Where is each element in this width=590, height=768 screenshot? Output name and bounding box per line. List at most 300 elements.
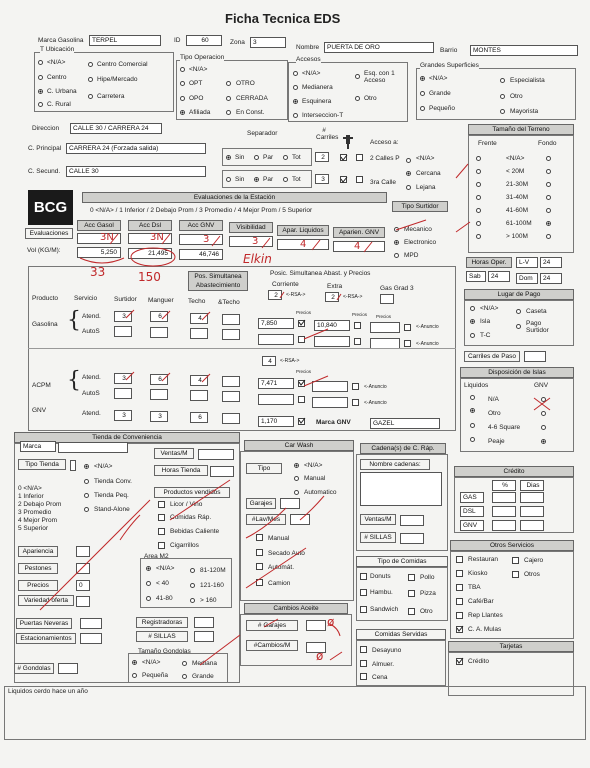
grandes-title: Grandes Superficies	[420, 62, 479, 69]
nombre-cadenas-field[interactable]	[360, 472, 442, 506]
operacion-opo-radio[interactable]	[180, 96, 185, 101]
estacionamientos-field[interactable]	[80, 633, 102, 644]
gas-techo-pct-field[interactable]	[222, 314, 240, 325]
sep1-par-radio[interactable]	[254, 155, 259, 160]
acpm-checkbox[interactable]	[298, 380, 305, 387]
frente-radio[interactable]	[476, 169, 481, 174]
nombre-cadenas-label: Nombre cadenas:	[360, 459, 430, 470]
acpm-autos-surtidor[interactable]	[114, 388, 132, 399]
calles2-checkbox-b[interactable]	[356, 154, 363, 161]
precio-acpm-b[interactable]	[312, 381, 348, 392]
barrio-field[interactable]: MONTES	[470, 45, 578, 56]
operacion-opt: OTRO	[236, 80, 255, 87]
islas-square-radio[interactable]	[470, 423, 475, 428]
pago-isla-radio[interactable]	[470, 319, 475, 324]
sab-label: Sab	[466, 271, 486, 282]
gond-mediana-radio[interactable]	[182, 661, 187, 666]
ubicacion-centro-radio[interactable]	[38, 75, 43, 80]
acceso-na-radio[interactable]	[406, 158, 411, 163]
islas-opt: N/A	[488, 396, 499, 403]
gas-autos-surtidor[interactable]	[114, 326, 132, 337]
operacion-na-radio[interactable]	[180, 67, 185, 72]
islas-na-radio[interactable]	[470, 395, 475, 400]
carwash-opt: <N/A>	[304, 462, 323, 469]
tipo-surtidor-button[interactable]: Tipo Surtidor	[392, 201, 448, 212]
credito-gnv-dias[interactable]	[520, 520, 544, 531]
cw-automat-checkbox[interactable]	[256, 563, 263, 570]
gond-grande-radio[interactable]	[182, 674, 187, 679]
tba-checkbox[interactable]	[456, 584, 463, 591]
islas-gnv-na-radio[interactable]	[541, 397, 546, 402]
otros-checkbox[interactable]	[512, 571, 519, 578]
gasgrad-checkbox-2[interactable]	[404, 340, 411, 347]
operacion-otro-radio[interactable]	[226, 81, 231, 86]
carwash-auto-radio[interactable]	[294, 490, 299, 495]
accesos-esquinera-radio[interactable]	[293, 99, 298, 104]
surtidor-electronico-radio[interactable]	[394, 240, 399, 245]
accesos-interseccion-radio[interactable]	[293, 113, 298, 118]
credito-checkbox[interactable]	[456, 658, 463, 665]
vol-gasol[interactable]: 5,250	[77, 247, 121, 258]
sillas-tienda-field[interactable]	[194, 631, 214, 642]
operacion-const-radio[interactable]	[226, 110, 231, 115]
pago-caseta-radio[interactable]	[516, 309, 521, 314]
garajes2-field[interactable]	[306, 620, 326, 631]
pago-opt: Caseta	[526, 308, 547, 315]
anuncio-label: <-Anuncio	[416, 341, 439, 347]
horas-lv-field[interactable]: 24	[540, 257, 562, 268]
ubicacion-cc-radio[interactable]	[88, 62, 93, 67]
gas-autos-techo[interactable]	[190, 328, 208, 339]
tienda-scale: 4 Mejor Prom	[18, 517, 58, 524]
sab-field[interactable]: 24	[488, 271, 510, 282]
acceso-lejana-radio[interactable]	[406, 185, 411, 190]
tipo-operacion-title: Tipo Operacion	[180, 54, 225, 61]
tarjetas-header: Tarjetas	[448, 641, 574, 652]
extra-checkbox-2[interactable]	[354, 338, 361, 345]
vol-label: Vol (KG/M):	[27, 247, 61, 254]
tienda-peq-radio[interactable]	[84, 493, 89, 498]
tienda-scale: 2 Debajo Prom	[18, 501, 62, 508]
islas-peaje-radio[interactable]	[470, 437, 475, 442]
servidas-header: Comidas Servidas	[356, 629, 446, 640]
accesos-opt: Esquinera	[302, 98, 332, 105]
traffic-light-icon	[343, 135, 353, 149]
acpm-techo-field[interactable]: 4	[190, 375, 208, 386]
accesos-esq-radio[interactable]	[355, 74, 360, 79]
otro-comida-checkbox[interactable]	[408, 608, 415, 615]
islas-opt: 4-6 Square	[488, 424, 521, 431]
pago-opt: <N/A>	[480, 305, 499, 312]
apariencia-label: Apariencia	[18, 546, 58, 557]
tienda-stand-radio[interactable]	[84, 507, 89, 512]
pos-extra-field[interactable]: 2	[325, 292, 339, 302]
acpm-techo-pct-field[interactable]	[222, 376, 240, 387]
islas-otro-radio[interactable]	[470, 408, 475, 413]
precio-acpm-2[interactable]	[258, 394, 294, 405]
gas-manguer-field[interactable]: 6	[150, 311, 168, 322]
grandes-pequeno-radio[interactable]	[420, 106, 425, 111]
acpm-autos-techo[interactable]	[190, 390, 208, 401]
otros-item: Cajero	[524, 557, 544, 564]
principal-field[interactable]: CARRERA 24 (Forzada salida)	[66, 143, 206, 154]
hw-apar-liq: 4	[300, 239, 307, 250]
hw-33: 33	[90, 265, 106, 279]
puertas-field[interactable]	[80, 618, 102, 629]
gondolas-field[interactable]	[58, 663, 78, 674]
islas-gnv-otro-radio[interactable]	[541, 411, 546, 416]
horas-lv-label: L-V	[516, 257, 538, 268]
precio-gasgrad[interactable]	[370, 322, 400, 333]
mulas-checkbox[interactable]	[456, 626, 463, 633]
gas-techo-field[interactable]: 4	[190, 313, 208, 324]
donuts-checkbox[interactable]	[360, 573, 367, 580]
frente-radio[interactable]	[476, 221, 481, 226]
ventas-tienda-field[interactable]	[198, 449, 234, 460]
tipo-comidas-header: Tipo de Comidas	[356, 556, 448, 567]
servicio-col: Servicio	[74, 295, 98, 302]
islas-opt: Otro	[488, 410, 501, 417]
marca-tienda-field[interactable]	[58, 442, 128, 453]
zona-field[interactable]: 3	[250, 37, 286, 48]
eval-acc-gasol[interactable]	[77, 233, 121, 244]
gasgrad-checkbox[interactable]	[404, 324, 411, 331]
sep-par: Par	[263, 154, 274, 161]
credito-dsl-pct[interactable]	[492, 506, 516, 517]
cafe-checkbox[interactable]	[456, 598, 463, 605]
sandwich-checkbox[interactable]	[360, 606, 367, 613]
calle3-checkbox-b[interactable]	[356, 176, 363, 183]
precio-extra-2[interactable]	[314, 336, 350, 347]
licor-checkbox[interactable]	[158, 501, 165, 508]
fondo-radio[interactable]	[546, 169, 551, 174]
tienda-conv-radio[interactable]	[84, 479, 89, 484]
gnv-techo-field[interactable]: 6	[190, 412, 208, 423]
surtidor-opt: Mecanico	[404, 226, 432, 233]
fondo-radio[interactable]	[546, 156, 551, 161]
carriles-paso-field[interactable]	[524, 351, 546, 362]
sep2-tot-radio[interactable]	[283, 177, 288, 182]
cw-camion-checkbox[interactable]	[256, 579, 263, 586]
almuer-checkbox[interactable]	[360, 660, 367, 667]
grandes-opt: <N/A>	[429, 75, 448, 82]
sillas-cadena-field[interactable]	[400, 533, 424, 544]
precio-acpm[interactable]: 7,471	[258, 378, 294, 389]
eval-visibilidad[interactable]	[229, 236, 273, 247]
credito-dsl-label: DSL	[460, 506, 484, 517]
comidas-checkbox[interactable]	[158, 514, 165, 521]
extra-label: Extra	[327, 283, 343, 290]
operacion-opt: Afiliada	[189, 109, 211, 116]
gas-autos-manguer[interactable]	[150, 327, 168, 338]
nombre-field[interactable]: PUERTA DE ORO	[324, 42, 434, 53]
surtidor-mpd-radio[interactable]	[394, 253, 399, 258]
operacion-opt-radio[interactable]	[180, 81, 185, 86]
registradoras-label: Registradoras	[136, 617, 188, 628]
anuncio-label: <-Anuncio	[364, 400, 387, 406]
accesos-title: Accesos	[296, 56, 321, 63]
fondo-radio[interactable]	[546, 208, 551, 213]
corriente-checkbox[interactable]	[298, 320, 305, 327]
acpm-surtidor-field[interactable]: 3	[114, 373, 132, 384]
acpm-autos-pct[interactable]	[222, 391, 240, 402]
pos-corriente-field[interactable]: 2	[268, 290, 282, 300]
corriente-label: Corriente	[272, 281, 299, 288]
precio-gnv[interactable]: 1,170	[258, 416, 294, 427]
garajes-field[interactable]	[280, 498, 300, 509]
tienda-scale: 5 Superior	[18, 525, 48, 532]
grandes-especialista-radio[interactable]	[500, 78, 505, 83]
operacion-opt: En Const.	[236, 109, 265, 116]
area-81-radio[interactable]	[190, 568, 195, 573]
terreno-option-label: 61-100M	[506, 220, 532, 227]
frente-radio[interactable]	[476, 208, 481, 213]
accesos-na-radio[interactable]	[293, 71, 298, 76]
sep-sin: Sin	[235, 176, 245, 183]
terreno-option-label: 41-60M	[506, 207, 529, 214]
accesos-opt: Medianera	[302, 84, 333, 91]
techo-pct-col: &Techo	[218, 299, 240, 306]
operacion-afiliada-radio[interactable]	[180, 110, 185, 115]
acpm-manguer-field[interactable]: 6	[150, 374, 168, 385]
sep1-sin-radio[interactable]	[226, 155, 231, 160]
accesos-opt: <N/A>	[302, 70, 321, 77]
kiosko-checkbox[interactable]	[456, 570, 463, 577]
fondo-radio[interactable]	[546, 234, 551, 239]
grandes-otro-radio[interactable]	[500, 94, 505, 99]
id-label: ID	[174, 37, 181, 44]
anuncio-label: <-Anuncio	[416, 324, 439, 330]
marca-gnv-field[interactable]: GAZEL	[370, 418, 440, 429]
frente-radio[interactable]	[476, 156, 481, 161]
tipo-tienda-field[interactable]	[70, 460, 76, 471]
accesos-medianera-radio[interactable]	[293, 85, 298, 90]
surtidor-opt: Electronico	[404, 239, 437, 246]
cercana-label: Cercana	[416, 170, 441, 177]
vol-gnv[interactable]: 46,746	[179, 249, 223, 260]
precios-label: Precios	[352, 312, 368, 317]
gnv-label: GNV	[534, 382, 549, 389]
ubicacion-carretera-radio[interactable]	[88, 94, 93, 99]
accesos-otro-radio[interactable]	[355, 96, 360, 101]
horas-tienda-label: Horas Tienda	[154, 465, 208, 476]
tienda-scale: 3 Promedio	[18, 509, 52, 516]
precio-corriente-2[interactable]	[258, 334, 294, 345]
operacion-cerrada-radio[interactable]	[226, 96, 231, 101]
ubicacion-rural-radio[interactable]	[38, 102, 43, 107]
precio-acpm-2b[interactable]	[312, 397, 348, 408]
estacionamientos-label: Estacionamientos	[16, 633, 76, 644]
area-41-radio[interactable]	[146, 596, 151, 601]
atend-label: Atend.	[82, 410, 101, 417]
islas-gnv-peaje-radio[interactable]	[541, 439, 546, 444]
area-160-radio[interactable]	[190, 598, 195, 603]
calles2-label: 2 Calles P	[370, 155, 400, 162]
sep2-sin-radio[interactable]	[226, 177, 231, 182]
frente-radio[interactable]	[476, 195, 481, 200]
servidas-item: Almuer.	[372, 661, 395, 668]
pizza-checkbox[interactable]	[408, 590, 415, 597]
corriente-checkbox-2[interactable]	[298, 336, 305, 343]
otros-item: TBA	[468, 584, 481, 591]
surtidor-opt: MPD	[404, 252, 419, 259]
calle3-label: 3ra Calle	[370, 179, 397, 186]
gnv-surtidor-field[interactable]: 3	[114, 410, 132, 421]
restauran-checkbox[interactable]	[456, 556, 463, 563]
form-title: Ficha Tecnica EDS	[225, 11, 341, 26]
ubicacion-urbana-radio[interactable]	[38, 89, 43, 94]
precios-tienda-field[interactable]: 0	[76, 580, 90, 591]
horas-tienda-field[interactable]	[210, 466, 234, 477]
frente-radio[interactable]	[476, 182, 481, 187]
acpm-checkbox-2b[interactable]	[352, 399, 359, 406]
pestones-label: Pestones	[18, 563, 58, 574]
lav-mes-field[interactable]	[290, 514, 310, 525]
grandes-grande-radio[interactable]	[420, 91, 425, 96]
acpm-checkbox-2[interactable]	[298, 396, 305, 403]
carriles-paso-label: Carriles de Paso	[464, 351, 520, 362]
principal-label: C. Principal	[28, 145, 62, 152]
frente-label: Frente	[478, 140, 497, 147]
gasolina-label: Gasolina	[32, 321, 58, 328]
cena-checkbox[interactable]	[360, 673, 367, 680]
zona-label: Zona	[230, 39, 245, 46]
area-40-radio[interactable]	[146, 581, 151, 586]
tienda-opt: Stand-Alone	[94, 506, 130, 513]
gas-autos-pct[interactable]	[222, 329, 240, 340]
gnv-checkbox[interactable]	[298, 418, 305, 425]
eval-acc-gnv[interactable]	[179, 234, 223, 245]
ubicacion-opt: <N/A>	[47, 59, 66, 66]
pestones-field[interactable]	[76, 563, 90, 574]
carwash-na-radio[interactable]	[294, 463, 299, 468]
credito-dsl-dias[interactable]	[520, 506, 544, 517]
footer-box	[4, 686, 586, 740]
credito-gas-dias[interactable]	[520, 492, 544, 503]
cw-manual-checkbox[interactable]	[256, 534, 263, 541]
surtidor-mecanico-radio[interactable]	[394, 227, 399, 232]
grandes-na-radio[interactable]	[420, 76, 425, 81]
ubicacion-opt: C. Urbana	[47, 88, 77, 95]
producto-col: Producto	[32, 295, 59, 302]
marca-field[interactable]: TERPEL	[89, 35, 161, 46]
acceso-label: Acceso a:	[370, 139, 399, 146]
direccion-field[interactable]: CALLE 30 / CARRERA 24	[70, 123, 162, 134]
fondo-radio[interactable]	[546, 182, 551, 187]
pollo-checkbox[interactable]	[408, 574, 415, 581]
autos-label: AutoS	[82, 390, 100, 397]
credito-gas-pct[interactable]	[492, 492, 516, 503]
carwash-manual-radio[interactable]	[294, 476, 299, 481]
liquidos-label: Liquidos	[464, 382, 489, 389]
gas-grad-label: Gas Grad 3	[380, 285, 414, 292]
credito-header: Crédito	[454, 466, 574, 477]
registradoras-field[interactable]	[194, 617, 214, 628]
otros-item: Rep Llantes	[468, 612, 503, 619]
fondo-radio[interactable]	[546, 221, 551, 226]
apariencia-field[interactable]	[76, 546, 90, 557]
gnv-manguer-field[interactable]: 3	[150, 411, 168, 422]
sep2-par-radio[interactable]	[254, 177, 259, 182]
pos-acpm-field[interactable]: 4	[262, 356, 276, 366]
hambu-checkbox[interactable]	[360, 589, 367, 596]
desayuno-checkbox[interactable]	[360, 646, 367, 653]
comida-item: Hambu.	[370, 589, 393, 596]
precio-corriente[interactable]: 7,850	[258, 318, 294, 329]
pago-tc-radio[interactable]	[470, 333, 475, 338]
vol-dsl[interactable]: 21,495	[128, 248, 172, 259]
sep-par: Par	[263, 176, 274, 183]
gond-pequena-radio[interactable]	[132, 673, 137, 678]
gnv-techo-pct-field[interactable]	[222, 413, 240, 424]
col-acc-gasol: Acc Gasol	[77, 220, 121, 231]
posic-label: Posic. Simultanea Abast. y Precios	[270, 270, 371, 277]
frente-radio[interactable]	[476, 234, 481, 239]
credito-gnv-pct[interactable]	[492, 520, 516, 531]
area-opt: <N/A>	[156, 565, 175, 572]
tienda-na-radio[interactable]	[84, 464, 89, 469]
id-field[interactable]: 60	[186, 35, 222, 46]
terreno-header: Tamaño del Terreno	[468, 124, 574, 135]
area-121-radio[interactable]	[190, 583, 195, 588]
pago-opt: T-C	[480, 332, 491, 339]
precio-extra[interactable]: 10,840	[314, 320, 350, 331]
precios-label: Precios	[296, 369, 312, 374]
acpm-brace: {	[67, 368, 81, 393]
variedad-label: Variedad oferta	[18, 595, 74, 606]
sep-sin: Sin	[235, 154, 245, 161]
hw-visibilidad: 3	[252, 236, 259, 247]
ventas-cadena-field[interactable]	[400, 515, 424, 526]
acpm-autos-manguer[interactable]	[150, 389, 168, 400]
sep1-tot-radio[interactable]	[283, 155, 288, 160]
acpm-checkbox-b[interactable]	[352, 383, 359, 390]
extra-checkbox[interactable]	[354, 322, 361, 329]
pago-na-radio[interactable]	[470, 306, 475, 311]
horas-label: Horas Oper.	[466, 257, 512, 268]
sillas-cadena-label: # SILLAS	[360, 532, 396, 543]
area-na-radio[interactable]	[146, 566, 151, 571]
calles2-checkbox[interactable]	[340, 154, 347, 161]
bebidas-checkbox[interactable]	[158, 528, 165, 535]
ubicacion-na-radio[interactable]	[38, 60, 43, 65]
secund-field[interactable]: CALLE 30	[66, 166, 206, 177]
grandes-mayorista-radio[interactable]	[500, 109, 505, 114]
carriles-2-field[interactable]: 3	[315, 174, 329, 184]
ubicacion-hipe-radio[interactable]	[88, 77, 93, 82]
variedad-field[interactable]	[76, 596, 90, 607]
comida-item: Otro	[420, 608, 433, 615]
gas-surtidor-field[interactable]: 3	[114, 311, 132, 322]
cw-secado-checkbox[interactable]	[256, 549, 263, 556]
calle3-checkbox[interactable]	[340, 176, 347, 183]
pago-surtidor-radio[interactable]	[516, 324, 521, 329]
fondo-radio[interactable]	[546, 195, 551, 200]
llantes-checkbox[interactable]	[456, 612, 463, 619]
comida-item: Donuts	[370, 573, 391, 580]
grandes-opt: Otro	[510, 93, 523, 100]
islas-gnv-square-radio[interactable]	[541, 425, 546, 430]
cw-item: Manual	[268, 535, 290, 542]
carriles-1-field[interactable]: 2	[315, 152, 329, 162]
direccion-label: Direccion	[32, 125, 60, 132]
cajero-checkbox[interactable]	[512, 557, 519, 564]
acceso-cercana-radio[interactable]	[406, 171, 411, 176]
cigarrillos-checkbox[interactable]	[158, 542, 165, 549]
dom-field[interactable]: 24	[540, 273, 562, 284]
gond-na-radio[interactable]	[132, 660, 137, 665]
pos-gasgrad-field[interactable]	[380, 294, 394, 304]
